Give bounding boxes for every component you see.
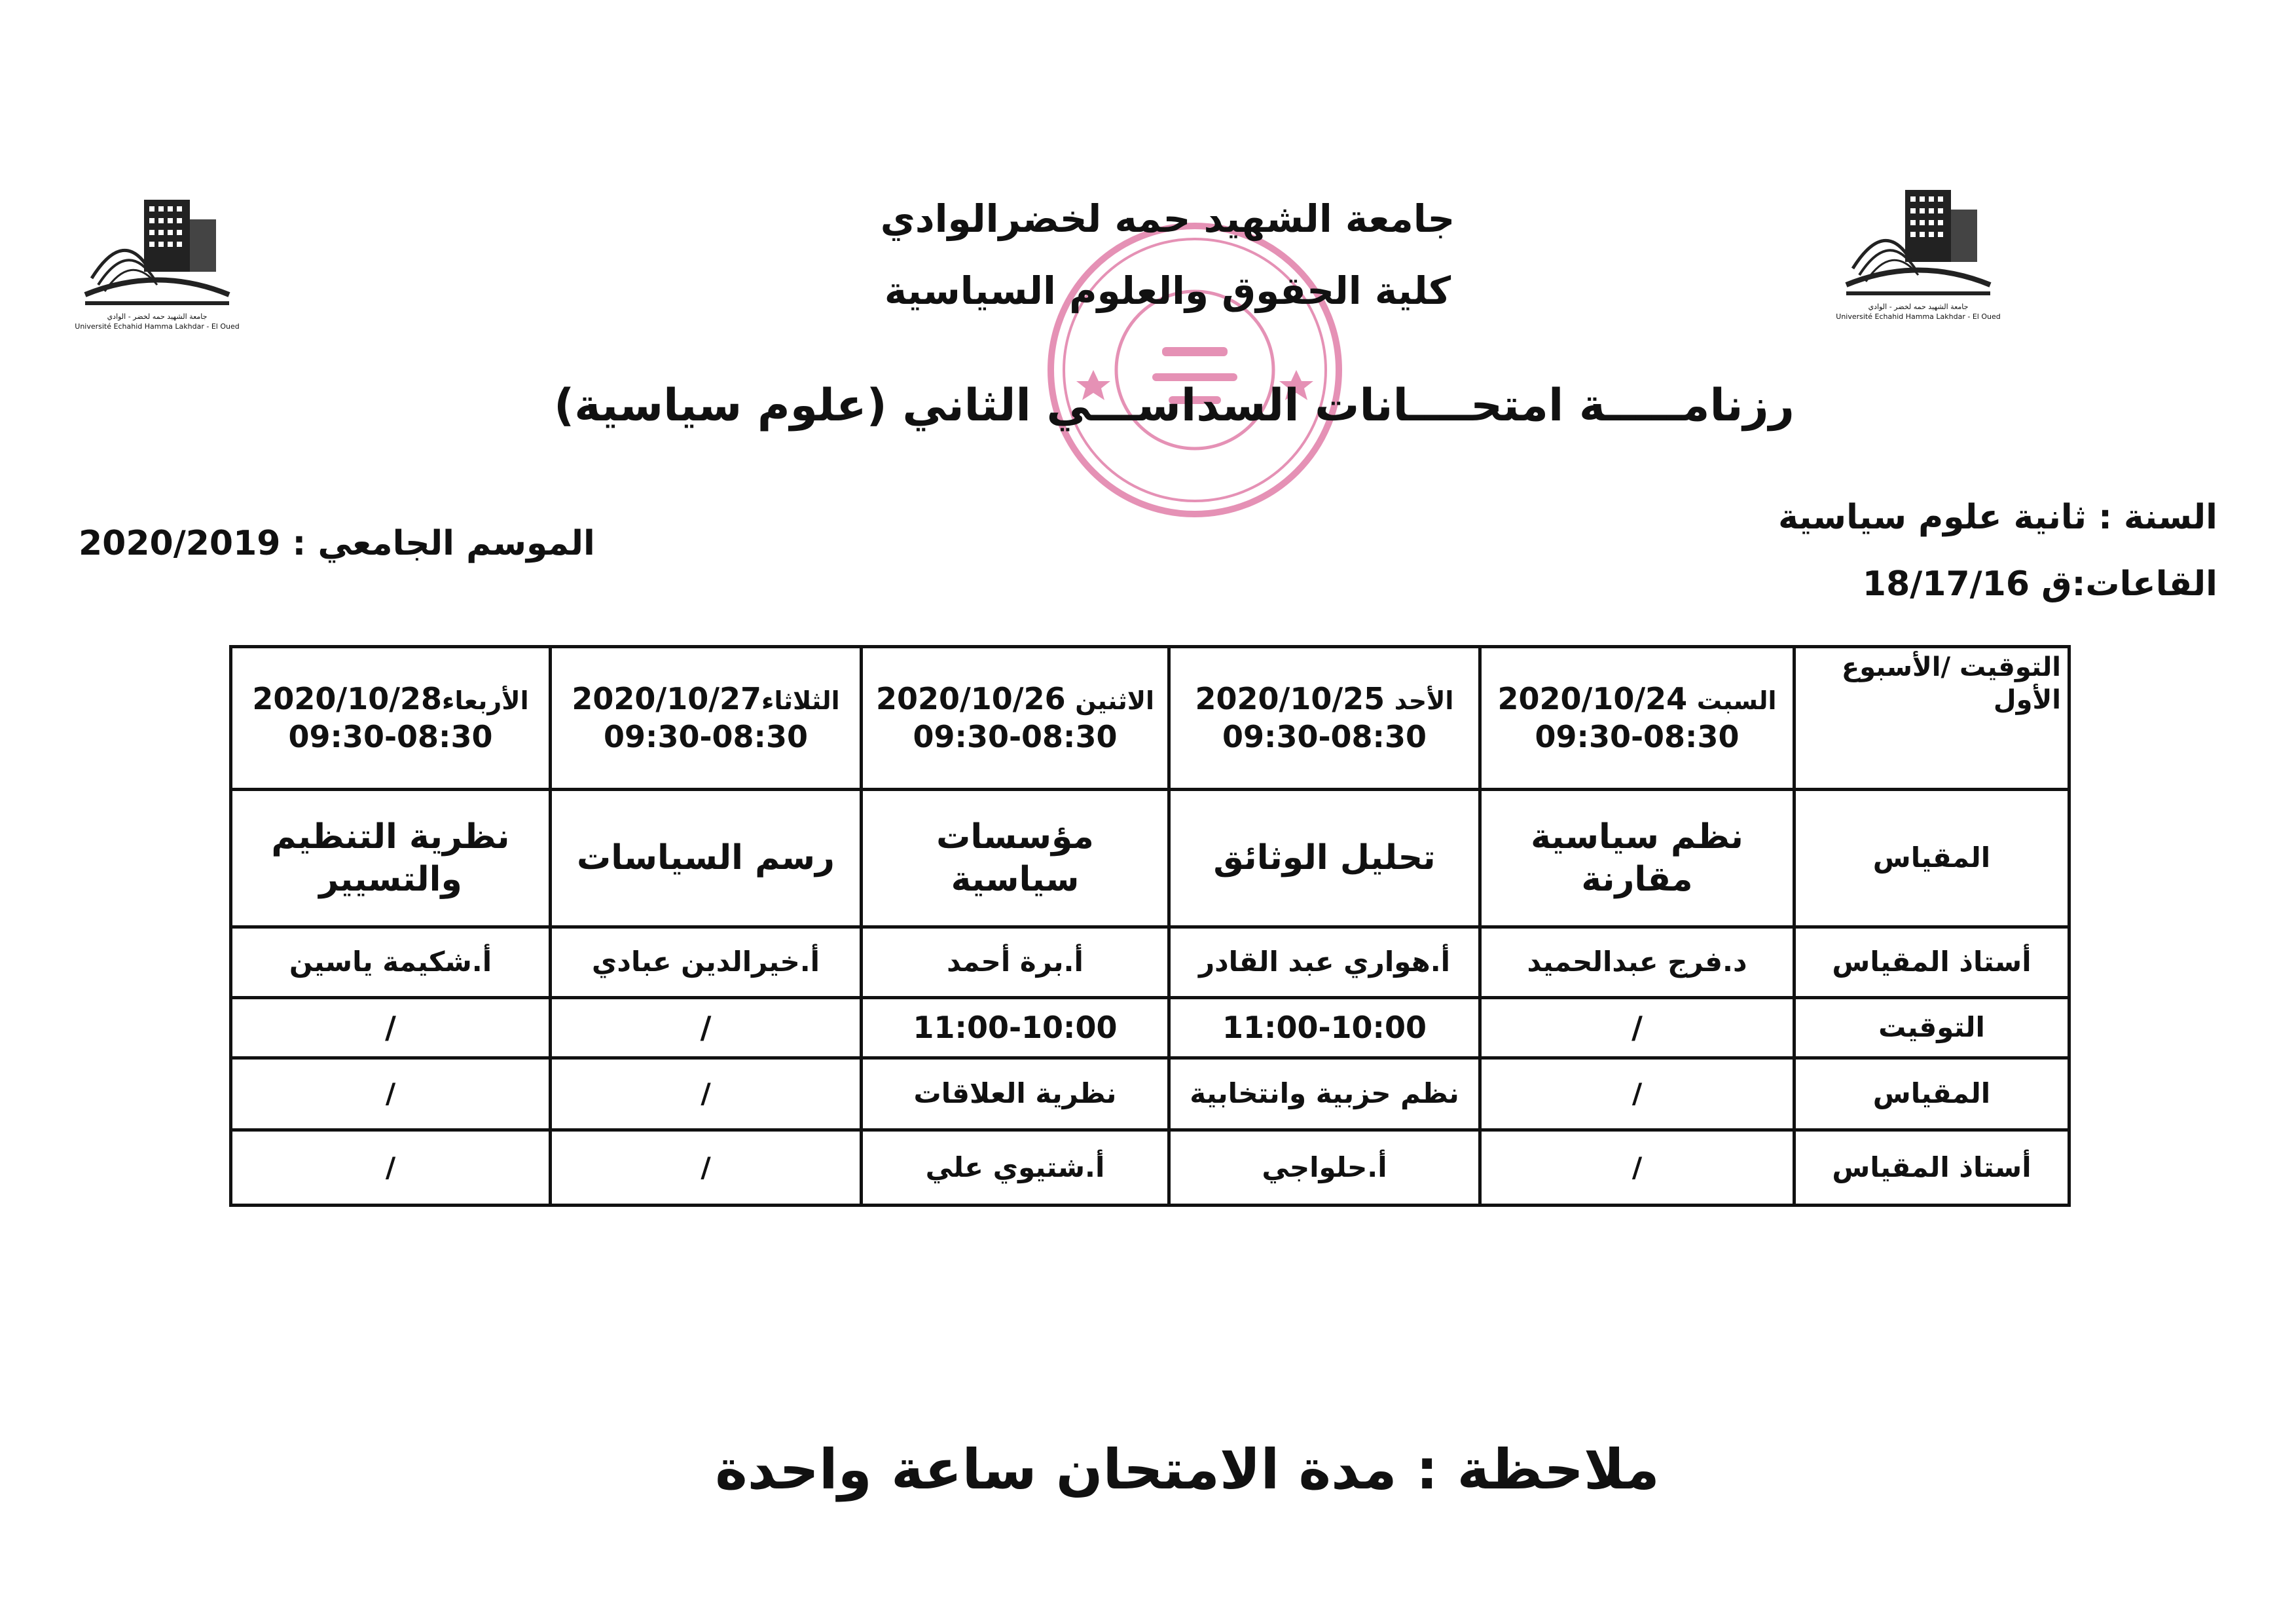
exam-schedule-table xyxy=(229,645,2071,1207)
slot-time-cell: / xyxy=(551,998,862,1058)
second-professor-cell: أ.شتيوي علي xyxy=(862,1130,1169,1206)
slot-time-cell: 11:00-10:00 xyxy=(862,998,1169,1058)
row-label-subject: المقياس xyxy=(1795,790,2069,927)
day-date: 2020/10/28 xyxy=(252,681,443,716)
row-label-subject-2: المقياس xyxy=(1795,1058,2069,1130)
day-header-cell xyxy=(231,647,551,790)
day-time: 09:30-08:30 xyxy=(1535,718,1740,754)
official-stamp-icon xyxy=(1041,216,1349,524)
day-time: 09:30-08:30 xyxy=(913,718,1118,754)
academic-season: الموسم الجامعي : 2020/2019 xyxy=(79,524,595,563)
table-row-second-subjects xyxy=(231,1058,2069,1130)
subject-cell: رسم السياسات xyxy=(551,790,862,927)
logo-caption-arabic: جامعة الشهيد حمه لخضر - الوادي xyxy=(107,312,208,321)
second-subject-cell: نظرية العلاقات xyxy=(862,1058,1169,1130)
slot-time-cell: / xyxy=(1480,998,1795,1058)
subject-cell: نظم سياسية مقارنة xyxy=(1480,790,1795,927)
day-time: 09:30-08:30 xyxy=(288,718,493,754)
professor-cell: أ.خيرالدين عبادي xyxy=(551,927,862,998)
faculty-name: كلية الحقوق والعلوم السياسية xyxy=(884,268,1451,313)
exam-rooms: القاعات:ق 18/17/16 xyxy=(1862,564,2217,604)
row-label-professor-2: أستاذ المقياس xyxy=(1795,1130,2069,1206)
day-name: الاثنين xyxy=(1075,686,1155,715)
day-date: 2020/10/25 xyxy=(1195,681,1385,716)
table-row-days xyxy=(231,647,2069,790)
day-name: الأحد xyxy=(1394,686,1454,715)
day-header-cell xyxy=(1169,647,1480,790)
day-header-cell xyxy=(551,647,862,790)
day-name: الأربعاء xyxy=(442,686,529,715)
day-date: 2020/10/24 xyxy=(1497,681,1688,716)
day-date: 2020/10/26 xyxy=(875,681,1066,716)
second-subject-cell: / xyxy=(231,1058,551,1130)
subject-cell: تحليل الوثائق xyxy=(1169,790,1480,927)
professor-cell: أ.هواري عبد القادر xyxy=(1169,927,1480,998)
logo-caption-arabic: جامعة الشهيد حمه لخضر - الوادي xyxy=(1868,303,1969,311)
study-year: السنة : ثانية علوم سياسية xyxy=(1778,498,2217,537)
day-time: 09:30-08:30 xyxy=(1222,718,1427,754)
table-row-professors xyxy=(231,927,2069,998)
professor-cell: د.فرج عبدالحميد xyxy=(1480,927,1795,998)
professor-cell: أ.شكيمة ياسين xyxy=(231,927,551,998)
day-date: 2020/10/27 xyxy=(572,681,762,716)
exam-duration-note: ملاحظة : مدة الامتحان ساعة واحدة xyxy=(715,1437,1660,1502)
logo-caption-french: Université Echahid Hamma Lakhdar - El Oued xyxy=(1836,312,2001,321)
corner-label-cell: التوقيت /الأسبوع الأول xyxy=(1795,647,2069,790)
table-row-second-timing xyxy=(231,998,2069,1058)
second-professor-cell: أ.حلواجي xyxy=(1169,1130,1480,1206)
day-header-cell xyxy=(1480,647,1795,790)
table-row-second-professors xyxy=(231,1130,2069,1206)
subject-cell: نظرية التنظيم والتسيير xyxy=(231,790,551,927)
day-header-cell xyxy=(862,647,1169,790)
row-label-timing: التوقيت xyxy=(1795,998,2069,1058)
day-name: السبت xyxy=(1696,686,1777,715)
slot-time-cell: 11:00-10:00 xyxy=(1169,998,1480,1058)
university-name: جامعة الشهيد حمه لخضرالوادي xyxy=(880,196,1455,241)
second-professor-cell: / xyxy=(551,1130,862,1206)
subject-cell: مؤسسات سياسية xyxy=(862,790,1169,927)
second-subject-cell: نظم حزبية وانتخابية xyxy=(1169,1058,1480,1130)
logo-caption-french: Université Echahid Hamma Lakhdar - El Oued xyxy=(75,322,240,331)
table-row-subjects xyxy=(231,790,2069,927)
slot-time-cell: / xyxy=(231,998,551,1058)
professor-cell: أ.برة أحمد xyxy=(862,927,1169,998)
second-professor-cell: / xyxy=(231,1130,551,1206)
day-time: 09:30-08:30 xyxy=(604,718,808,754)
second-professor-cell: / xyxy=(1480,1130,1795,1206)
day-name: الثلاثاء xyxy=(761,686,840,715)
second-subject-cell: / xyxy=(551,1058,862,1130)
second-subject-cell: / xyxy=(1480,1058,1795,1130)
schedule-title: رزنامـــــة امتحــــانات السداســـي الثاني (علوم سياسية) xyxy=(554,380,1795,432)
row-label-professor: أستاذ المقياس xyxy=(1795,927,2069,998)
